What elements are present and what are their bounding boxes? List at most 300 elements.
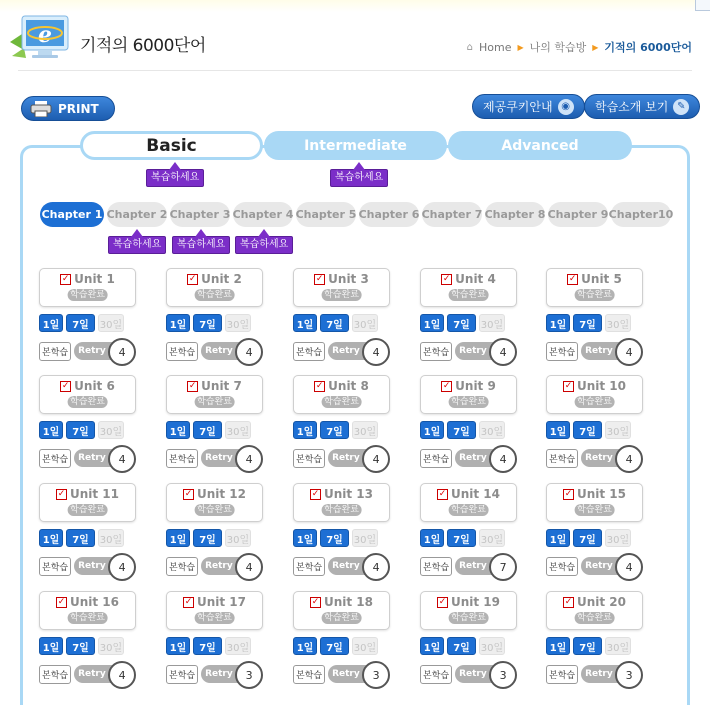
status-badge: 학습완료 [574,289,615,301]
main-study-button[interactable]: 본학습 [166,342,198,361]
retry-label: Retry [201,557,255,575]
day7-button[interactable]: 7일 [66,314,95,332]
status-badge: 학습완료 [67,396,108,408]
chapter-tab-6[interactable]: Chapter 6 [359,202,419,227]
unit-item [546,483,646,583]
unit-actions [546,553,643,579]
status-badge: 학습완료 [448,612,489,624]
day1-button[interactable]: 1일 [293,529,317,547]
day30-button[interactable]: 30일 [605,314,631,332]
status-badge: 학습완료 [448,396,489,408]
retry-button[interactable] [581,445,643,471]
checkbox-icon: ✓ [564,380,573,391]
day7-button[interactable]: 7일 [193,529,222,547]
day1-button[interactable]: 1일 [39,314,63,332]
retry-label: Retry [328,342,382,360]
day1-button[interactable]: 1일 [420,421,444,439]
day30-button[interactable]: 30일 [225,529,251,547]
cookie-icon: ◉ [558,99,574,115]
day30-button[interactable]: 30일 [479,637,505,655]
unit-card[interactable] [166,483,263,522]
day7-button[interactable]: 7일 [447,637,476,655]
review-day-buttons [420,421,505,439]
status-badge: 학습완료 [194,612,235,624]
day7-button[interactable]: 7일 [320,314,349,332]
main-study-button[interactable]: 본학습 [293,665,325,684]
chapter-tab-1[interactable]: Chapter 1 [40,202,104,227]
tab-basic[interactable]: Basic [80,131,263,160]
day30-button[interactable]: 30일 [98,314,124,332]
review-day-buttons [293,529,378,547]
day1-button[interactable]: 1일 [39,637,63,655]
day30-button[interactable]: 30일 [98,529,124,547]
day7-button[interactable]: 7일 [320,637,349,655]
retry-count: 4 [108,661,136,689]
retry-label: Retry [581,449,635,467]
day1-button[interactable]: 1일 [420,314,444,332]
ie-logo-icon [8,12,74,62]
retry-count: 4 [362,445,390,473]
retry-label: Retry [328,449,382,467]
unit-item [420,268,520,368]
day1-button[interactable]: 1일 [166,637,190,655]
home-icon: ⌂ [466,41,473,53]
unit-card[interactable] [420,268,517,307]
day7-button[interactable]: 7일 [320,529,349,547]
pencil-icon: ✎ [673,99,689,115]
day7-button[interactable]: 7일 [193,637,222,655]
retry-button[interactable] [455,445,517,471]
retry-label: Retry [74,449,128,467]
unit-card[interactable] [166,268,263,307]
unit-name: Unit 15 [576,487,626,501]
unit-title [294,272,389,286]
day30-button[interactable]: 30일 [352,314,378,332]
day7-button[interactable]: 7일 [573,637,602,655]
retry-count: 4 [362,338,390,366]
cookie-info-label: 제공쿠키안내 [483,100,553,114]
unit-title [421,379,516,393]
retry-button[interactable] [74,553,136,579]
retry-button[interactable] [328,338,390,364]
unit-actions [166,553,263,579]
unit-name: Unit 16 [69,595,119,609]
unit-title [294,379,389,393]
checkbox-icon: ✓ [188,273,197,284]
review-day-buttons [166,637,251,655]
day7-button[interactable]: 7일 [66,421,95,439]
day1-button[interactable]: 1일 [166,314,190,332]
main-study-button[interactable]: 본학습 [39,449,71,468]
day30-button[interactable]: 30일 [479,529,505,547]
day30-button[interactable]: 30일 [352,637,378,655]
review-day-buttons [420,314,505,332]
status-badge: 학습완료 [448,504,489,516]
unit-name: Unit 1 [74,272,115,286]
unit-card[interactable] [39,483,136,522]
main-study-button[interactable]: 본학습 [420,449,452,468]
unit-name: Unit 20 [576,595,626,609]
status-badge: 학습완료 [194,289,235,301]
day1-button[interactable]: 1일 [166,421,190,439]
unit-actions [293,445,390,471]
unit-title [421,487,516,501]
unit-name: Unit 10 [576,379,626,393]
retry-count: 4 [615,338,643,366]
chapter-tab-5[interactable]: Chapter 5 [296,202,356,227]
intro-view-label: 학습소개 보기 [595,100,669,114]
unit-card[interactable] [420,483,517,522]
retry-count: 4 [615,553,643,581]
checkbox-icon: ✓ [311,488,320,499]
unit-card[interactable] [39,375,136,414]
unit-title [421,272,516,286]
retry-count: 4 [235,553,263,581]
unit-item [420,591,520,691]
day1-button[interactable]: 1일 [39,421,63,439]
retry-label: Retry [201,665,255,683]
retry-button[interactable] [328,661,390,687]
unit-item [166,483,266,583]
unit-card[interactable] [293,375,390,414]
unit-title [547,379,642,393]
day1-button[interactable]: 1일 [546,529,570,547]
checkbox-icon: ✓ [184,596,193,607]
retry-label: Retry [581,665,635,683]
retry-button[interactable] [581,661,643,687]
unit-title [167,272,262,286]
retry-label: Retry [328,665,382,683]
review-day-buttons [293,637,378,655]
unit-title [167,595,262,609]
day30-button[interactable]: 30일 [479,314,505,332]
chapter-tab-7[interactable]: Chapter 7 [422,202,482,227]
review-day-buttons [546,314,631,332]
main-study-button[interactable]: 본학습 [39,557,71,576]
unit-actions [420,661,517,687]
main-study-button[interactable]: 본학습 [39,342,71,361]
unit-item [39,268,139,368]
retry-button[interactable] [455,338,517,364]
day1-button[interactable]: 1일 [293,314,317,332]
unit-card[interactable] [293,591,390,630]
breadcrumb-home[interactable]: Home [478,40,512,54]
review-day-buttons [546,637,631,655]
unit-title [547,487,642,501]
breadcrumb-middle[interactable]: 나의 학습방 [529,41,587,54]
day30-button[interactable]: 30일 [605,529,631,547]
checkbox-icon: ✓ [568,273,577,284]
status-badge: 학습완료 [574,612,615,624]
retry-count: 3 [235,661,263,689]
main-study-button[interactable]: 본학습 [420,342,452,361]
unit-card[interactable] [546,375,643,414]
unit-card[interactable] [39,591,136,630]
unit-item [420,483,520,583]
checkbox-icon: ✓ [438,488,447,499]
day30-button[interactable]: 30일 [479,421,505,439]
retry-count: 4 [108,445,136,473]
day7-button[interactable]: 7일 [66,529,95,547]
main-study-button[interactable]: 본학습 [166,449,198,468]
day7-button[interactable]: 7일 [447,421,476,439]
unit-item [39,591,139,691]
status-badge: 학습완료 [321,289,362,301]
review-day-buttons [166,421,251,439]
review-day-buttons [39,421,124,439]
unit-card[interactable] [293,483,390,522]
retry-button[interactable] [201,338,263,364]
unit-title [167,487,262,501]
review-day-buttons [546,421,631,439]
unit-name: Unit 9 [455,379,496,393]
main-study-button[interactable]: 본학습 [293,342,325,361]
checkbox-icon: ✓ [61,273,70,284]
unit-name: Unit 3 [328,272,369,286]
unit-card[interactable] [546,591,643,630]
status-badge: 학습완료 [574,504,615,516]
intro-view-button[interactable] [584,94,700,119]
day1-button[interactable]: 1일 [546,314,570,332]
main-study-button[interactable]: 본학습 [39,665,71,684]
breadcrumb [467,39,692,55]
day30-button[interactable]: 30일 [98,421,124,439]
retry-button[interactable] [455,661,517,687]
checkbox-icon: ✓ [311,596,320,607]
unit-item [166,591,266,691]
retry-label: Retry [455,557,509,575]
unit-actions [39,661,136,687]
checkbox-icon: ✓ [442,273,451,284]
main-study-button[interactable]: 본학습 [546,557,578,576]
review-day-buttons [293,421,378,439]
unit-actions [166,661,263,687]
retry-count: 4 [235,445,263,473]
unit-card[interactable] [293,268,390,307]
day30-button[interactable]: 30일 [352,421,378,439]
unit-actions [546,445,643,471]
unit-title [294,595,389,609]
page-title: 기적의 6000단어 [80,36,206,56]
day1-button[interactable]: 1일 [293,637,317,655]
status-badge: 학습완료 [194,504,235,516]
breadcrumb-current: 기적의 6000단어 [604,41,692,54]
chapter-tab-3[interactable]: Chapter 3 [170,202,230,227]
unit-item [546,375,646,475]
unit-item [420,375,520,475]
day30-button[interactable]: 30일 [225,637,251,655]
unit-name: Unit 2 [201,272,242,286]
print-button[interactable] [21,96,115,121]
chapter-tab-2[interactable]: Chapter 2 [107,202,167,227]
chapter-tab-9[interactable]: Chapter 9 [548,202,608,227]
review-day-buttons [420,637,505,655]
day1-button[interactable]: 1일 [546,421,570,439]
retry-count: 7 [489,553,517,581]
main-study-button[interactable]: 본학습 [546,342,578,361]
status-badge: 학습완료 [321,504,362,516]
main-study-button[interactable]: 본학습 [546,449,578,468]
review-badge: 복습하세요 [146,169,204,187]
unit-name: Unit 8 [328,379,369,393]
retry-label: Retry [74,665,128,683]
review-badge: 복습하세요 [172,236,230,254]
chapter-tab-4[interactable]: Chapter 4 [233,202,293,227]
checkbox-icon: ✓ [61,380,70,391]
main-study-button[interactable]: 본학습 [166,557,198,576]
retry-button[interactable] [581,338,643,364]
unit-item [166,268,266,368]
retry-button[interactable] [201,553,263,579]
unit-name: Unit 12 [196,487,246,501]
retry-button[interactable] [74,661,136,687]
day7-button[interactable]: 7일 [573,421,602,439]
retry-label: Retry [455,342,509,360]
day1-button[interactable]: 1일 [39,529,63,547]
unit-name: Unit 5 [581,272,622,286]
unit-item [293,483,393,583]
status-badge: 학습완료 [67,504,108,516]
review-badge: 복습하세요 [235,236,293,254]
retry-button[interactable] [581,553,643,579]
unit-name: Unit 19 [450,595,500,609]
retry-button[interactable] [455,553,517,579]
unit-item [546,268,646,368]
day1-button[interactable]: 1일 [166,529,190,547]
review-day-buttons [39,314,124,332]
review-day-buttons [293,314,378,332]
unit-card[interactable] [546,483,643,522]
svg-text:e: e [38,22,52,48]
status-badge: 학습완료 [448,289,489,301]
day30-button[interactable]: 30일 [225,314,251,332]
retry-count: 3 [489,661,517,689]
unit-card[interactable] [420,375,517,414]
unit-actions [293,338,390,364]
chapter-tab-10[interactable]: Chapter10 [611,202,671,227]
unit-actions [293,553,390,579]
day1-button[interactable]: 1일 [420,637,444,655]
day7-button[interactable]: 7일 [66,637,95,655]
day1-button[interactable]: 1일 [420,529,444,547]
checkbox-icon: ✓ [315,273,324,284]
breadcrumb-arrow-icon: ▶ [517,42,524,52]
day7-button[interactable]: 7일 [193,314,222,332]
review-day-buttons [166,314,251,332]
day30-button[interactable]: 30일 [605,637,631,655]
status-badge: 학습완료 [67,289,108,301]
retry-label: Retry [201,449,255,467]
day1-button[interactable]: 1일 [546,637,570,655]
unit-item [39,375,139,475]
main-study-button[interactable]: 본학습 [546,665,578,684]
main-study-button[interactable]: 본학습 [293,449,325,468]
checkbox-icon: ✓ [57,488,66,499]
unit-actions [166,445,263,471]
unit-name: Unit 4 [455,272,496,286]
unit-actions [39,553,136,579]
retry-button[interactable] [201,445,263,471]
unit-actions [166,338,263,364]
unit-title [40,595,135,609]
retry-button[interactable] [74,338,136,364]
unit-item [293,375,393,475]
retry-count: 4 [108,338,136,366]
main-study-button[interactable]: 본학습 [293,557,325,576]
unit-item [293,268,393,368]
day7-button[interactable]: 7일 [193,421,222,439]
unit-title [40,487,135,501]
day1-button[interactable]: 1일 [293,421,317,439]
retry-button[interactable] [328,553,390,579]
unit-title [547,595,642,609]
day30-button[interactable]: 30일 [605,421,631,439]
print-label: PRINT [58,101,99,116]
review-badge: 복습하세요 [330,169,388,187]
review-day-buttons [546,529,631,547]
unit-card[interactable] [420,591,517,630]
status-badge: 학습완료 [321,396,362,408]
unit-item [546,591,646,691]
unit-card[interactable] [546,268,643,307]
chapter-tab-8[interactable]: Chapter 8 [485,202,545,227]
unit-name: Unit 11 [69,487,119,501]
day7-button[interactable]: 7일 [573,314,602,332]
unit-card[interactable] [39,268,136,307]
unit-name: Unit 17 [196,595,246,609]
status-badge: 학습완료 [67,612,108,624]
status-badge: 학습완료 [321,612,362,624]
day7-button[interactable]: 7일 [573,529,602,547]
retry-label: Retry [581,342,635,360]
day30-button[interactable]: 30일 [98,637,124,655]
unit-card[interactable] [166,591,263,630]
retry-count: 4 [615,445,643,473]
retry-button[interactable] [328,445,390,471]
review-day-buttons [39,529,124,547]
unit-card[interactable] [166,375,263,414]
unit-title [547,272,642,286]
main-study-button[interactable]: 본학습 [420,665,452,684]
retry-label: Retry [328,557,382,575]
checkbox-icon: ✓ [442,380,451,391]
retry-label: Retry [455,449,509,467]
day7-button[interactable]: 7일 [320,421,349,439]
retry-button[interactable] [74,445,136,471]
unit-item [293,591,393,691]
day30-button[interactable]: 30일 [225,421,251,439]
day7-button[interactable]: 7일 [447,314,476,332]
cookie-info-button[interactable] [472,94,585,119]
retry-count: 3 [615,661,643,689]
tab-advanced[interactable]: Advanced [448,131,632,160]
retry-label: Retry [74,342,128,360]
day30-button[interactable]: 30일 [352,529,378,547]
main-study-button[interactable]: 본학습 [420,557,452,576]
main-study-button[interactable]: 본학습 [166,665,198,684]
review-badge: 복습하세요 [108,236,166,254]
unit-name: Unit 6 [74,379,115,393]
tab-intermediate[interactable]: Intermediate [264,131,447,160]
retry-button[interactable] [201,661,263,687]
unit-title [294,487,389,501]
checkbox-icon: ✓ [564,596,573,607]
retry-label: Retry [581,557,635,575]
unit-actions [420,445,517,471]
day7-button[interactable]: 7일 [447,529,476,547]
chapter-tabs [40,202,674,227]
unit-actions [420,338,517,364]
